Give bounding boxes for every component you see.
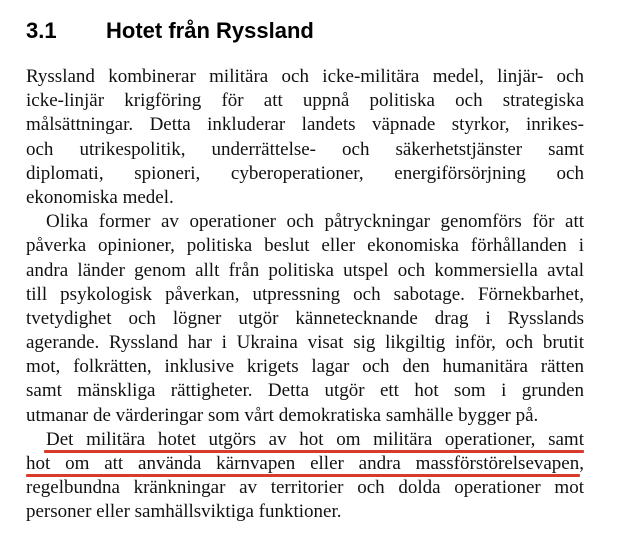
red-underline-mark — [44, 450, 584, 453]
highlighted-text-line: hot om att använda kärnvapen eller andra massförstörelsevapen, — [26, 453, 584, 474]
text-line: Ryssland kombinerar militära och icke-militära medel, linjär- och — [26, 66, 584, 87]
text-line: utmanar de värderingar som vårt demokratiska samhälle bygger på. — [26, 404, 539, 426]
text-line: personer eller samhällsviktiga funktioner. — [26, 501, 342, 523]
section-number: 3.1 — [26, 18, 57, 43]
section-heading — [26, 16, 314, 46]
text-line: samt mänskliga rättigheter. Detta utgör ett hot som i grunden — [26, 380, 584, 402]
text-line: agerande. Ryssland har i Ukraina visat sig likgiltig inför, och brutit — [26, 332, 584, 354]
text-line: tvetydighet och lögner utgör kännetecknande drag i Rysslands — [26, 307, 584, 329]
highlighted-text-line: Det militära hotet utgörs av hot om militära operationer, samt — [46, 428, 584, 450]
text-line: regelbundna kränkningar av territorier och dolda operationer mot — [26, 477, 584, 499]
text-line: till psykologisk påverkan, utpressning och sabotage. Förnekbarhet, — [26, 283, 584, 305]
body-text — [26, 65, 584, 525]
text-line: målsättningar. Detta inkluderar landets väpnade styrkor, inrikes- — [26, 114, 584, 136]
text-line: icke-linjär krigföring för att uppnå politiska och strategiska — [26, 90, 584, 112]
text-line: påverka opinioner, politiska beslut eller ekonomiska förhållanden i — [26, 235, 584, 257]
text-line: och utrikespolitik, underrättelse- och säkerhetstjänster samt — [26, 138, 584, 160]
text-line: mot, folkrätten, inklusive krigets lagar och den humanitära rätten — [26, 356, 584, 378]
text-line: diplomati, spioneri, cyberoperationer, energiförsörjning och — [26, 162, 584, 184]
section-title: Hotet från Ryssland — [106, 18, 314, 43]
text-line: Olika former av operationer och påtryckningar genomförs för att — [46, 211, 584, 233]
red-underline-mark — [26, 474, 580, 477]
text-line: ekonomiska medel. — [26, 186, 174, 208]
text-line: andra länder genom allt från politiska utspel och kommersiella avtal — [26, 259, 584, 281]
